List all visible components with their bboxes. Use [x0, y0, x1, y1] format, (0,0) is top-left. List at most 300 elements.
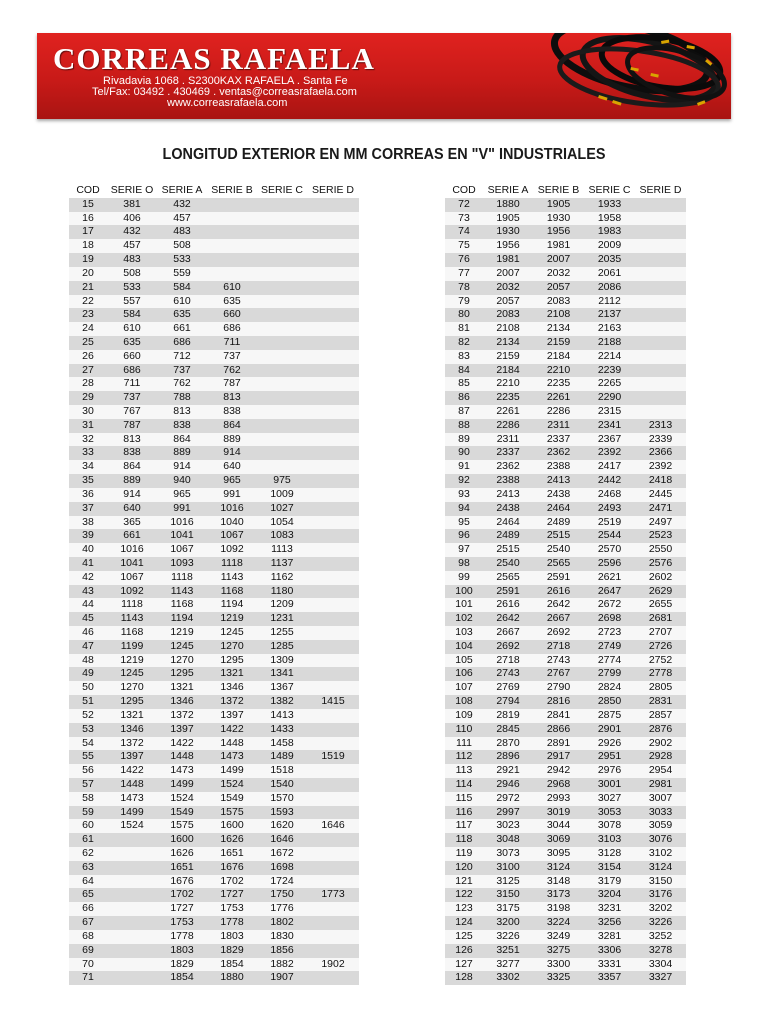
- length-cell: 3325: [533, 971, 584, 985]
- length-cell: [307, 654, 359, 668]
- length-cell: 1575: [207, 806, 257, 820]
- cod-cell: 91: [445, 460, 483, 474]
- length-cell: 1346: [157, 695, 207, 709]
- table-row: [69, 529, 359, 543]
- length-cell: 3150: [635, 875, 686, 889]
- cod-cell: 17: [69, 225, 107, 239]
- length-cell: 3069: [533, 833, 584, 847]
- length-cell: 1092: [207, 543, 257, 557]
- table-row: [445, 529, 686, 543]
- length-cell: 3154: [584, 861, 635, 875]
- length-cell: [307, 667, 359, 681]
- length-cell: 3300: [533, 958, 584, 972]
- length-cell: 2667: [533, 612, 584, 626]
- length-cell: 2214: [584, 350, 635, 364]
- length-cell: [107, 875, 157, 889]
- cod-cell: 20: [69, 267, 107, 281]
- length-cell: [207, 212, 257, 226]
- length-cell: 2642: [533, 598, 584, 612]
- length-cell: 2805: [635, 681, 686, 695]
- length-cell: 1027: [257, 502, 307, 516]
- length-cell: 432: [107, 225, 157, 239]
- length-cell: 1295: [157, 667, 207, 681]
- cod-cell: 48: [69, 654, 107, 668]
- length-cell: 1054: [257, 516, 307, 530]
- length-cell: 1540: [257, 778, 307, 792]
- table-row: [445, 336, 686, 350]
- cod-cell: 43: [69, 585, 107, 599]
- length-cell: 1093: [157, 557, 207, 571]
- cod-cell: 96: [445, 529, 483, 543]
- table-row: [445, 723, 686, 737]
- length-cell: 2519: [584, 516, 635, 530]
- length-cell: 1983: [584, 225, 635, 239]
- length-cell: 889: [157, 446, 207, 460]
- length-cell: [307, 833, 359, 847]
- table-row: [69, 916, 359, 930]
- column-header: SERIE O: [110, 184, 154, 196]
- length-cell: [307, 474, 359, 488]
- cod-cell: 107: [445, 681, 483, 695]
- length-cell: 1009: [257, 488, 307, 502]
- length-cell: 1309: [257, 654, 307, 668]
- length-cell: 788: [157, 391, 207, 405]
- length-cell: 1321: [157, 681, 207, 695]
- length-cell: 2083: [483, 308, 533, 322]
- table-header-row: [69, 184, 359, 198]
- cod-cell: 41: [69, 557, 107, 571]
- length-cell: 975: [257, 474, 307, 488]
- length-cell: 1524: [207, 778, 257, 792]
- cod-cell: 81: [445, 322, 483, 336]
- length-cell: 1778: [207, 916, 257, 930]
- length-cell: [307, 377, 359, 391]
- length-cell: 1499: [157, 778, 207, 792]
- length-cell: 3231: [584, 902, 635, 916]
- length-cell: [107, 944, 157, 958]
- belt-length-table-left: [69, 184, 359, 985]
- length-cell: 787: [207, 377, 257, 391]
- length-cell: 2942: [533, 764, 584, 778]
- cod-cell: 15: [69, 198, 107, 212]
- table-row: [445, 405, 686, 419]
- header-banner: [37, 33, 731, 119]
- length-cell: 2523: [635, 529, 686, 543]
- length-cell: 1067: [157, 543, 207, 557]
- length-cell: 1118: [107, 598, 157, 612]
- length-cell: 457: [157, 212, 207, 226]
- length-cell: [307, 847, 359, 861]
- cod-cell: 35: [69, 474, 107, 488]
- cod-cell: 19: [69, 253, 107, 267]
- length-cell: 2968: [533, 778, 584, 792]
- length-cell: [307, 585, 359, 599]
- length-cell: 3150: [483, 888, 533, 902]
- length-cell: 737: [107, 391, 157, 405]
- length-cell: 1600: [207, 819, 257, 833]
- length-cell: [307, 971, 359, 985]
- length-cell: 1448: [107, 778, 157, 792]
- cod-cell: 114: [445, 778, 483, 792]
- length-cell: 2413: [533, 474, 584, 488]
- length-cell: [307, 198, 359, 212]
- length-cell: 1219: [157, 626, 207, 640]
- length-cell: 2655: [635, 598, 686, 612]
- length-cell: 3226: [635, 916, 686, 930]
- length-cell: 1162: [257, 571, 307, 585]
- length-cell: 1882: [257, 958, 307, 972]
- length-cell: [635, 295, 686, 309]
- cod-cell: 100: [445, 585, 483, 599]
- length-cell: 660: [107, 350, 157, 364]
- length-cell: 1255: [257, 626, 307, 640]
- length-cell: 3202: [635, 902, 686, 916]
- length-cell: 1199: [107, 640, 157, 654]
- cod-cell: 49: [69, 667, 107, 681]
- table-row: [445, 778, 686, 792]
- table-row: [69, 198, 359, 212]
- cod-cell: 104: [445, 640, 483, 654]
- table-row: [445, 198, 686, 212]
- length-cell: 3124: [635, 861, 686, 875]
- table-row: [69, 488, 359, 502]
- length-cell: 711: [207, 336, 257, 350]
- length-cell: 2438: [533, 488, 584, 502]
- cod-cell: 73: [445, 212, 483, 226]
- length-cell: 1626: [207, 833, 257, 847]
- length-cell: 1802: [257, 916, 307, 930]
- length-cell: 2565: [533, 557, 584, 571]
- cod-cell: 127: [445, 958, 483, 972]
- length-cell: 1778: [157, 930, 207, 944]
- cod-cell: 111: [445, 737, 483, 751]
- length-cell: 991: [157, 502, 207, 516]
- length-cell: [307, 529, 359, 543]
- length-cell: [307, 792, 359, 806]
- length-cell: 712: [157, 350, 207, 364]
- cod-cell: 108: [445, 695, 483, 709]
- table-row: [69, 709, 359, 723]
- length-cell: 1981: [483, 253, 533, 267]
- cod-cell: 71: [69, 971, 107, 985]
- length-cell: 2774: [584, 654, 635, 668]
- length-cell: [307, 598, 359, 612]
- length-cell: [107, 847, 157, 861]
- length-cell: 533: [157, 253, 207, 267]
- cod-cell: 27: [69, 364, 107, 378]
- table-row: [445, 391, 686, 405]
- length-cell: [307, 281, 359, 295]
- column-header: SERIE D: [311, 184, 354, 196]
- length-cell: 661: [107, 529, 157, 543]
- column-header: SERIE C: [588, 184, 631, 196]
- cod-cell: 77: [445, 267, 483, 281]
- table-row: [445, 474, 686, 488]
- length-cell: 1933: [584, 198, 635, 212]
- length-cell: [307, 308, 359, 322]
- table-row: [445, 833, 686, 847]
- table-row: [69, 598, 359, 612]
- length-cell: 1397: [107, 750, 157, 764]
- length-cell: 2570: [584, 543, 635, 557]
- length-cell: 2290: [584, 391, 635, 405]
- length-cell: [307, 916, 359, 930]
- length-cell: 813: [207, 391, 257, 405]
- cod-cell: 40: [69, 543, 107, 557]
- cod-cell: 36: [69, 488, 107, 502]
- company-website: www.correasrafaela.com: [167, 97, 288, 109]
- length-cell: 737: [207, 350, 257, 364]
- length-cell: 1698: [257, 861, 307, 875]
- cod-cell: 99: [445, 571, 483, 585]
- length-cell: [257, 322, 307, 336]
- length-cell: 1981: [533, 239, 584, 253]
- length-cell: 2799: [584, 667, 635, 681]
- length-cell: [257, 225, 307, 239]
- length-cell: 3204: [584, 888, 635, 902]
- length-cell: 767: [107, 405, 157, 419]
- length-cell: 1620: [257, 819, 307, 833]
- length-cell: 2112: [584, 295, 635, 309]
- length-cell: 1346: [107, 723, 157, 737]
- table-row: [69, 971, 359, 985]
- length-cell: 2726: [635, 640, 686, 654]
- column-header: COD: [452, 184, 476, 196]
- table-row: [445, 488, 686, 502]
- length-cell: 1209: [257, 598, 307, 612]
- length-cell: [307, 626, 359, 640]
- length-cell: 2667: [483, 626, 533, 640]
- length-cell: 2616: [533, 585, 584, 599]
- length-cell: 3059: [635, 819, 686, 833]
- cod-cell: 106: [445, 667, 483, 681]
- column-header: SERIE D: [639, 184, 682, 196]
- length-cell: [257, 281, 307, 295]
- table-row: [69, 875, 359, 889]
- length-cell: 2743: [483, 667, 533, 681]
- cod-cell: 80: [445, 308, 483, 322]
- length-cell: 1958: [584, 212, 635, 226]
- length-cell: 3327: [635, 971, 686, 985]
- length-cell: [307, 322, 359, 336]
- length-cell: 2718: [483, 654, 533, 668]
- cod-cell: 89: [445, 433, 483, 447]
- length-cell: 2261: [533, 391, 584, 405]
- table-row: [445, 958, 686, 972]
- table-row: [69, 723, 359, 737]
- length-cell: 1413: [257, 709, 307, 723]
- length-cell: 559: [157, 267, 207, 281]
- length-cell: 3125: [483, 875, 533, 889]
- length-cell: 838: [207, 405, 257, 419]
- length-cell: 3200: [483, 916, 533, 930]
- table-row: [445, 847, 686, 861]
- cod-cell: 70: [69, 958, 107, 972]
- cod-cell: 24: [69, 322, 107, 336]
- length-cell: 3249: [533, 930, 584, 944]
- length-cell: [307, 806, 359, 820]
- length-cell: 3095: [533, 847, 584, 861]
- length-cell: 2602: [635, 571, 686, 585]
- length-cell: 1041: [157, 529, 207, 543]
- page-title: LONGITUD EXTERIOR EN MM CORREAS EN "V" INDUSTRIALES: [162, 146, 606, 163]
- length-cell: 1830: [257, 930, 307, 944]
- table-row: [445, 819, 686, 833]
- length-cell: 3277: [483, 958, 533, 972]
- cod-cell: 18: [69, 239, 107, 253]
- length-cell: 2515: [483, 543, 533, 557]
- length-cell: 3053: [584, 806, 635, 820]
- length-cell: 1137: [257, 557, 307, 571]
- length-cell: 1593: [257, 806, 307, 820]
- length-cell: 2497: [635, 516, 686, 530]
- table-row: [69, 764, 359, 778]
- length-cell: 2489: [483, 529, 533, 543]
- length-cell: 2134: [483, 336, 533, 350]
- cod-cell: 58: [69, 792, 107, 806]
- table-row: [445, 446, 686, 460]
- length-cell: [207, 225, 257, 239]
- table-row: [445, 888, 686, 902]
- length-cell: [635, 308, 686, 322]
- cod-cell: 46: [69, 626, 107, 640]
- length-cell: 2629: [635, 585, 686, 599]
- table-row: [445, 930, 686, 944]
- cod-cell: 126: [445, 944, 483, 958]
- table-row: [69, 778, 359, 792]
- length-cell: [307, 336, 359, 350]
- table-row: [69, 295, 359, 309]
- length-cell: 1016: [207, 502, 257, 516]
- length-cell: 3224: [533, 916, 584, 930]
- length-cell: 2311: [483, 433, 533, 447]
- length-cell: 1372: [207, 695, 257, 709]
- length-cell: 1702: [157, 888, 207, 902]
- length-cell: 1854: [207, 958, 257, 972]
- length-cell: 1519: [307, 750, 359, 764]
- length-cell: 1905: [533, 198, 584, 212]
- length-cell: 1341: [257, 667, 307, 681]
- length-cell: 2341: [584, 419, 635, 433]
- length-cell: 2261: [483, 405, 533, 419]
- length-cell: 914: [107, 488, 157, 502]
- length-cell: [307, 460, 359, 474]
- cod-cell: 39: [69, 529, 107, 543]
- length-cell: 3198: [533, 902, 584, 916]
- table-row: [69, 433, 359, 447]
- length-cell: 1168: [107, 626, 157, 640]
- length-cell: [207, 267, 257, 281]
- cod-cell: 26: [69, 350, 107, 364]
- length-cell: 1382: [257, 695, 307, 709]
- length-cell: 2159: [483, 350, 533, 364]
- length-cell: 686: [207, 322, 257, 336]
- length-cell: [635, 377, 686, 391]
- length-cell: 965: [157, 488, 207, 502]
- length-cell: 365: [107, 516, 157, 530]
- length-cell: 2366: [635, 446, 686, 460]
- length-cell: 1473: [107, 792, 157, 806]
- length-cell: 864: [107, 460, 157, 474]
- length-cell: 1118: [207, 557, 257, 571]
- length-cell: 1727: [157, 902, 207, 916]
- table-row: [445, 667, 686, 681]
- length-cell: [257, 239, 307, 253]
- length-cell: 1776: [257, 902, 307, 916]
- column-header: SERIE A: [161, 184, 203, 196]
- column-header: SERIE B: [537, 184, 580, 196]
- table-row: [69, 681, 359, 695]
- length-cell: 2954: [635, 764, 686, 778]
- cod-cell: 115: [445, 792, 483, 806]
- length-cell: 2265: [584, 377, 635, 391]
- cod-cell: 33: [69, 446, 107, 460]
- length-cell: 2743: [533, 654, 584, 668]
- length-cell: 1168: [207, 585, 257, 599]
- length-cell: 2951: [584, 750, 635, 764]
- table-row: [69, 350, 359, 364]
- table-header-row: [445, 184, 686, 198]
- length-cell: 2831: [635, 695, 686, 709]
- length-cell: 508: [157, 239, 207, 253]
- cod-cell: 64: [69, 875, 107, 889]
- length-cell: 1473: [207, 750, 257, 764]
- length-cell: 3076: [635, 833, 686, 847]
- cod-cell: 21: [69, 281, 107, 295]
- length-cell: 2009: [584, 239, 635, 253]
- length-cell: 661: [157, 322, 207, 336]
- table-row: [69, 737, 359, 751]
- length-cell: 2471: [635, 502, 686, 516]
- length-cell: 2337: [483, 446, 533, 460]
- length-cell: 2870: [483, 737, 533, 751]
- cod-cell: 84: [445, 364, 483, 378]
- length-cell: 483: [157, 225, 207, 239]
- length-cell: 2418: [635, 474, 686, 488]
- table-row: [445, 281, 686, 295]
- length-cell: 1372: [157, 709, 207, 723]
- length-cell: 2286: [483, 419, 533, 433]
- length-cell: [635, 253, 686, 267]
- length-cell: 2413: [483, 488, 533, 502]
- length-cell: 1499: [207, 764, 257, 778]
- length-cell: [257, 212, 307, 226]
- cod-cell: 78: [445, 281, 483, 295]
- cod-cell: 117: [445, 819, 483, 833]
- length-cell: 2392: [584, 446, 635, 460]
- cod-cell: 76: [445, 253, 483, 267]
- length-cell: 711: [107, 377, 157, 391]
- table-row: [69, 792, 359, 806]
- length-cell: [307, 778, 359, 792]
- table-row: [69, 267, 359, 281]
- length-cell: 3007: [635, 792, 686, 806]
- length-cell: 2769: [483, 681, 533, 695]
- length-cell: 1067: [207, 529, 257, 543]
- length-cell: 2057: [533, 281, 584, 295]
- length-cell: [635, 267, 686, 281]
- length-cell: [307, 253, 359, 267]
- cod-cell: 16: [69, 212, 107, 226]
- length-cell: [257, 267, 307, 281]
- cod-cell: 95: [445, 516, 483, 530]
- length-cell: [307, 640, 359, 654]
- length-cell: 640: [207, 460, 257, 474]
- length-cell: 2790: [533, 681, 584, 695]
- length-cell: 1956: [483, 239, 533, 253]
- table-row: [445, 502, 686, 516]
- column-header: SERIE A: [487, 184, 529, 196]
